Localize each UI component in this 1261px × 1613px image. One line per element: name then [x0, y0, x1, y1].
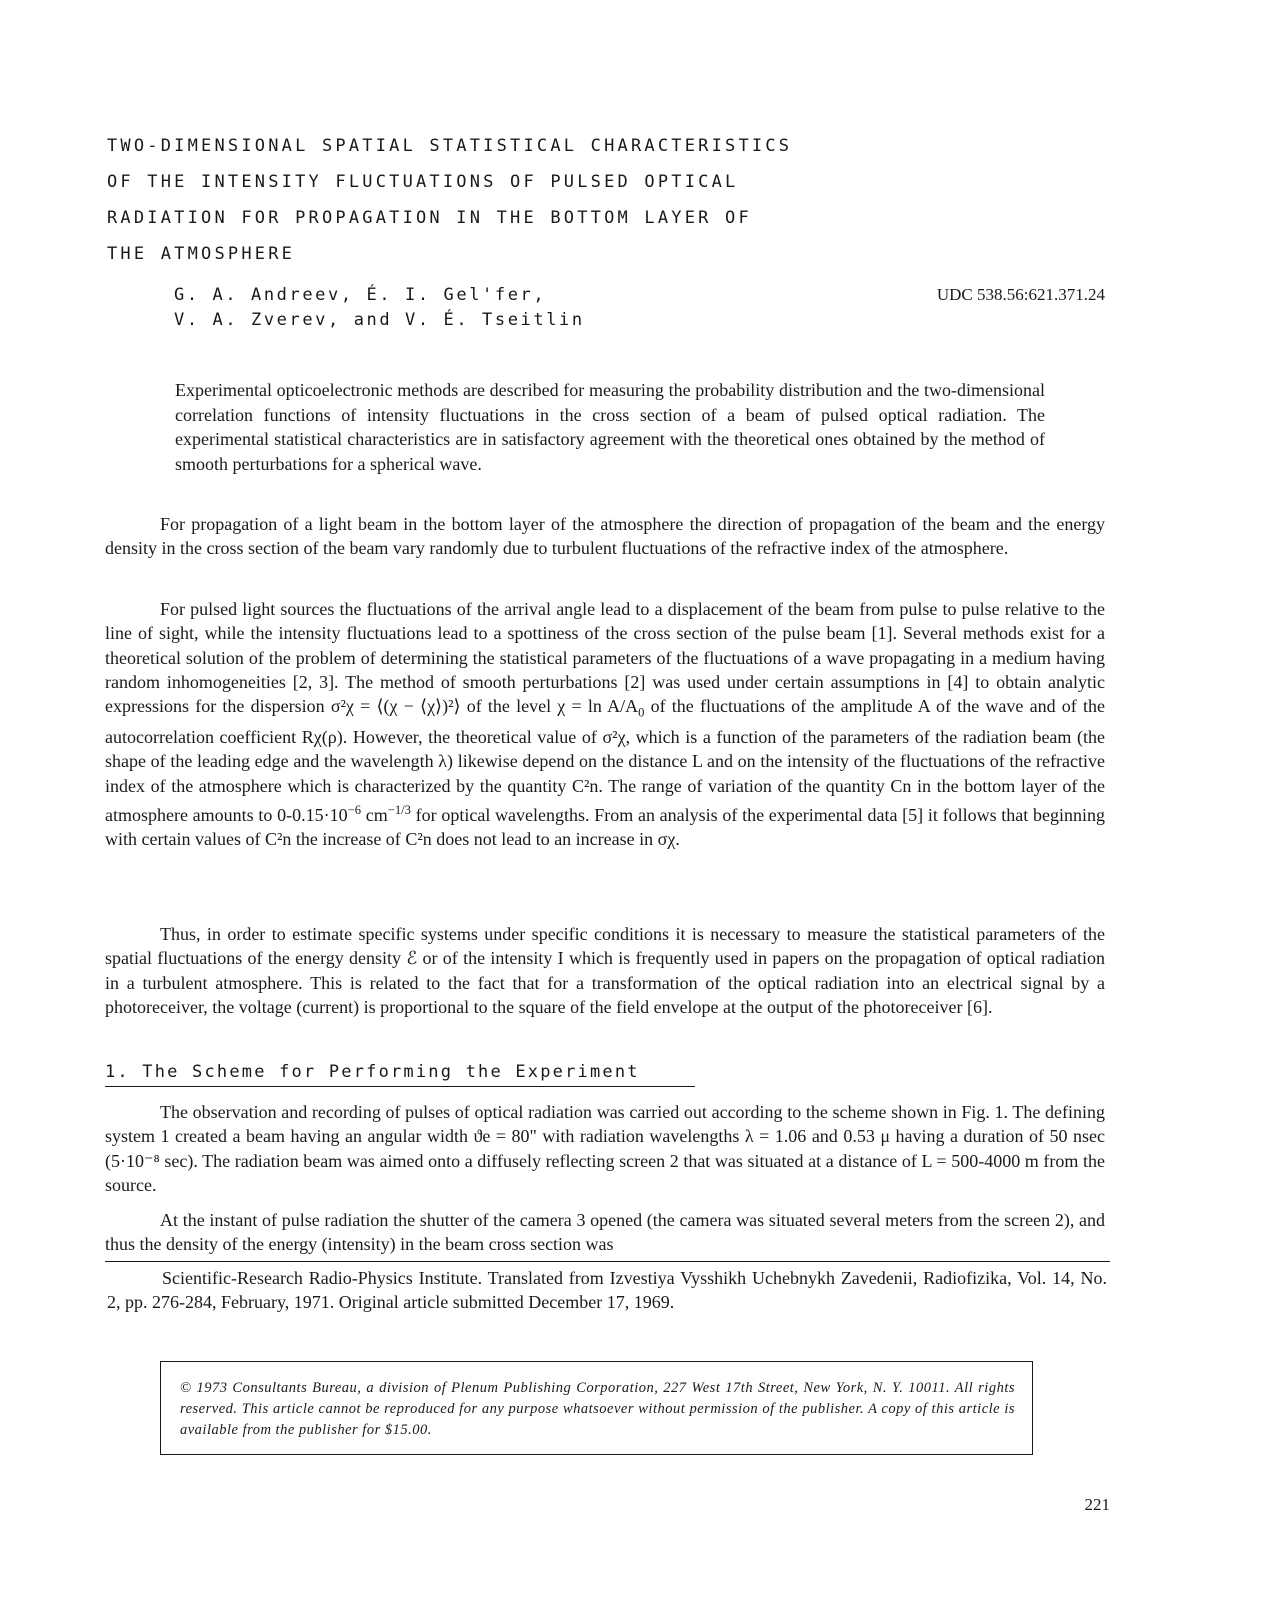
- text-run: cm: [361, 804, 388, 825]
- authors: [174, 283, 585, 333]
- math-cn-squared: C²n: [405, 829, 432, 850]
- paragraph-scheme: The observation and recording of pulses of optical radiation was carried out according to the scheme shown in Fig. 1. The defining system 1 created a beam having an angular width ϑe = 80" with radiation wavelengths λ = 1.06 and 0.53 μ having a duration of 50 nsec (5·10⁻⁸ sec). The radiation beam was aimed onto a diffusely reflecting screen 2 that was situated at a distance of L = 500-4000 m from the source.: [105, 1102, 1106, 1195]
- text-run: of the level χ = ln A/A: [460, 696, 639, 717]
- paragraph-motivation: Thus, in order to estimate specific systems under specific conditions it is necessary to measure the statistical parameters of the spatial fluctuations of the energy density ℰ or of the intensity I which is frequently used in papers on the propagation of optical radiation in a turbulent atmosphere. This is related to the fact that for a transformation of the optical radiation into an electrical signal by a photoreceiver, the voltage (current) is proportional to the square of the field envelope at the output of the photoreceiver [6].: [105, 924, 1105, 1017]
- text-run: For pulsed light sources the fluctuations of the arrival angle lead to a displacement of the beam from pulse to pulse relative to the line of sight, while the intensity fluctuations lead to a spottiness of the cross section of the pulse beam [1]. Several methods exist for a theoretical solution of the problem of determining the statistical parameters of the fluctuations of a wave propagating in a medium having random inhomogeneities [2, 3]. The method of smooth perturbations [2] was used under certain assumptions in [4] to obtain analytic expressions for the dispersion: [105, 599, 1105, 717]
- text-run: , which is a function of the parameters of the radiation beam (the shape of the leading edge and the wavelength λ) likewise depend on the distance L and on the intensity of the fluctuations of the refractive index of the atmosphere which is characterized by the quantity: [105, 727, 1105, 796]
- footnote-divider: [105, 1261, 1110, 1262]
- authors-line: G. A. Andreev, É. I. Gel'fer,: [174, 285, 547, 305]
- math-subscript: 0: [638, 705, 645, 720]
- section-heading: 1. The Scheme for Performing the Experiment: [105, 1062, 695, 1087]
- title-line: OF THE INTENSITY FLUCTUATIONS OF PULSED OPTICAL: [107, 172, 739, 192]
- math-cn-squared: C²n: [571, 775, 599, 796]
- affiliation-footnote: Scientific-Research Radio-Physics Institute. Translated from Izvestiya Vysshikh Uchebnykh Zavedenii, Radiofizika, Vol. 14, No. 2, pp. 276-284, February, 1971. Original article submitted December 17, 1969.: [107, 1268, 1107, 1312]
- math-dispersion: σ²χ = ⟨(χ − ⟨χ⟩)²⟩: [330, 696, 461, 717]
- page-number: 221: [1084, 1495, 1110, 1514]
- text-run: . The range of variation of the quantity: [598, 775, 891, 796]
- text-run: .: [675, 829, 680, 850]
- text-run: for optical wavelengths. From an analysis of the experimental data [5] it follows that beginning with certain values of: [105, 804, 1105, 850]
- paragraph-camera: At the instant of pulse radiation the shutter of the camera 3 opened (the camera was situated several meters from the screen 2), and thus the density of the energy (intensity) in the beam cross section was: [105, 1210, 1105, 1255]
- paragraph-theory: [105, 597, 1105, 852]
- copyright-notice: © 1973 Consultants Bureau, a division of Plenum Publishing Corporation, 227 West 17th Street, New York, N. Y. 10011. All rights reserved. This article cannot be reproduced for any purpose whatsoever without permission of the publisher. A copy of this article is available from the publisher for $15.00.: [180, 1380, 1015, 1438]
- text-run: does not lead to an increase in: [431, 829, 658, 850]
- paragraph-intro: For propagation of a light beam in the bottom layer of the atmosphere the direction of propagation of the beam and the energy density in the cross section of the beam vary randomly due to turbulent fluctuations of the refractive index of the atmosphere.: [105, 514, 1105, 559]
- title-line: THE ATMOSPHERE: [107, 244, 296, 264]
- math-autocorrelation: Rχ(ρ): [301, 727, 343, 748]
- title-line: TWO-DIMENSIONAL SPATIAL STATISTICAL CHARACTERISTICS: [107, 136, 793, 156]
- text-run: the increase of: [291, 829, 406, 850]
- math-sigma: σ²χ: [602, 727, 626, 748]
- math-cn-squared: C²n: [264, 829, 292, 850]
- paper-title: [107, 128, 967, 272]
- math-sigma: σχ: [657, 829, 676, 850]
- udc-code: UDC 538.56:621.371.24: [936, 285, 1105, 304]
- math-exponent: −6: [347, 802, 362, 817]
- title-line: RADIATION FOR PROPAGATION IN THE BOTTOM LAYER OF: [107, 208, 752, 228]
- math-cn: Cn: [890, 775, 912, 796]
- text-run: of the fluctuations of the amplitude A of the wave and of the autocorrelation coefficient: [105, 696, 1105, 748]
- text-run: in the bottom layer of the atmosphere amounts to 0-0.15·10: [105, 775, 1106, 825]
- authors-line: V. A. Zverev, and V. É. Tseitlin: [174, 310, 585, 330]
- math-exponent: −1/3: [387, 802, 411, 817]
- text-run: . However, the theoretical value of: [342, 727, 603, 748]
- abstract: Experimental opticoelectronic methods are described for measuring the probability distribution and the two-dimensional correlation functions of intensity fluctuations in the cross section of a beam of pulsed optical radiation. The experimental statistical characteristics are in satisfactory agreement with the theoretical ones obtained by the method of smooth perturbations for a spherical wave.: [175, 380, 1045, 474]
